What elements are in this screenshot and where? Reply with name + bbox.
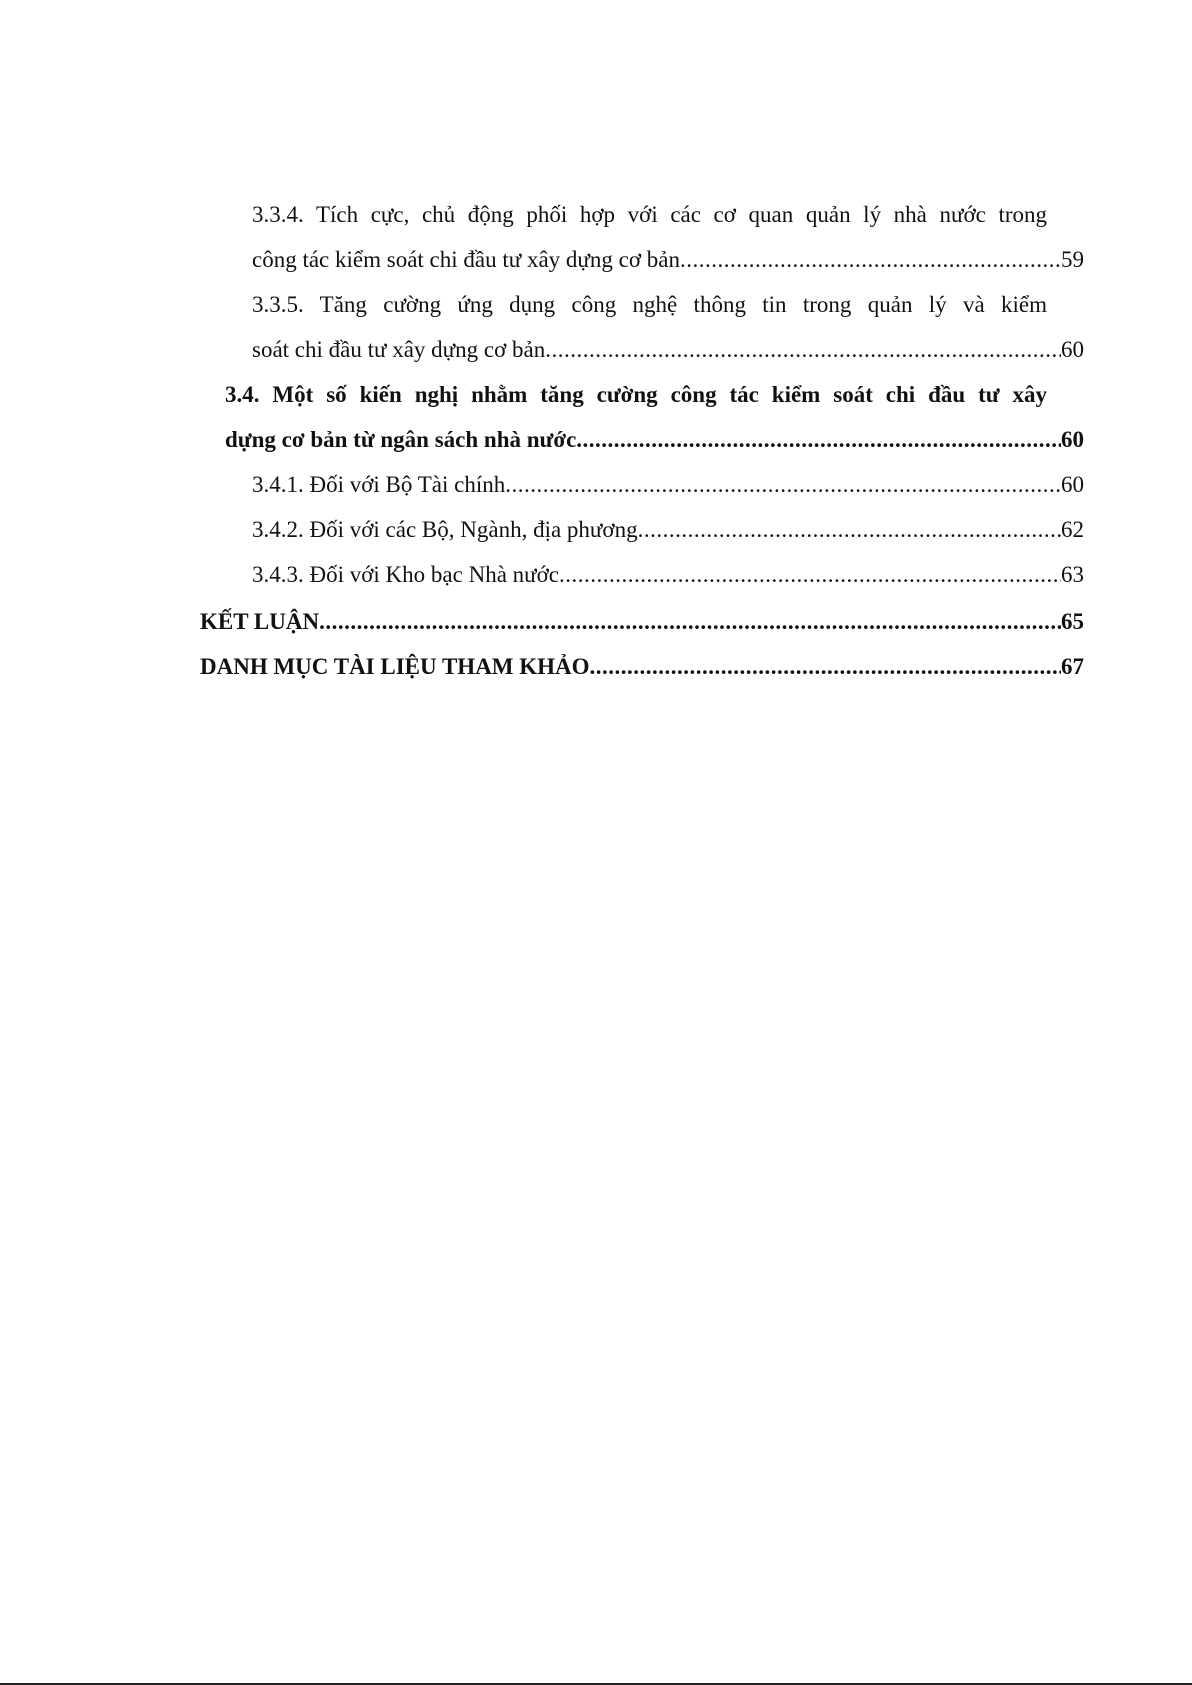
toc-entry-title: KẾT LUẬN xyxy=(200,609,320,634)
toc-entry-3-4-3[interactable] xyxy=(252,560,1084,590)
toc-page-number: 65 xyxy=(1061,609,1084,634)
toc-page-number: 62 xyxy=(1061,517,1084,542)
toc-entry-title: 3.4.1. Đối với Bộ Tài chính xyxy=(252,472,506,497)
toc-entry-3-3-4-line1[interactable]: 3.3.4. Tích cực, chủ động phối hợp với các cơ quan quản lý nhà nước trong xyxy=(252,202,1047,227)
leader-dots xyxy=(545,335,1061,365)
toc-entry-references[interactable] xyxy=(200,652,1084,682)
toc-entry-title: soát chi đầu tư xây dựng cơ bản xyxy=(252,337,546,362)
toc-entry-3-3-5[interactable] xyxy=(252,335,1084,365)
leader-dots xyxy=(559,560,1061,590)
leader-dots xyxy=(505,470,1061,500)
toc-entry-title: công tác kiểm soát chi đầu tư xây dựng cơ bản xyxy=(252,247,680,272)
toc-page-number: 63 xyxy=(1061,562,1084,587)
leader-dots xyxy=(680,245,1061,275)
leader-dots xyxy=(590,652,1061,682)
toc-entry-title: dựng cơ bản từ ngân sách nhà nước xyxy=(225,427,577,452)
toc-entry-title: 3.4.3. Đối với Kho bạc Nhà nước xyxy=(252,562,559,587)
toc-entry-title: DANH MỤC TÀI LIỆU THAM KHẢO xyxy=(200,654,590,679)
toc-entry-3-4-2[interactable] xyxy=(252,515,1084,545)
toc-entry-title: 3.4.2. Đối với các Bộ, Ngành, địa phương xyxy=(252,517,638,542)
toc-entry-ket-luan[interactable] xyxy=(200,607,1084,637)
toc-page-number: 60 xyxy=(1061,337,1084,362)
toc-entry-3-3-4[interactable] xyxy=(252,245,1084,275)
toc-page-number: 59 xyxy=(1061,247,1084,272)
leader-dots xyxy=(319,607,1061,637)
toc-entry-3-4-line1[interactable]: 3.4. Một số kiến nghị nhằm tăng cường công tác kiểm soát chi đầu tư xây xyxy=(225,382,1047,407)
toc-page-number: 60 xyxy=(1061,427,1084,452)
toc-entry-3-4-1[interactable] xyxy=(252,470,1084,500)
leader-dots xyxy=(576,425,1061,455)
toc-entry-3-4[interactable] xyxy=(225,425,1084,455)
toc-entry-3-3-5-line1[interactable]: 3.3.5. Tăng cường ứng dụng công nghệ thông tin trong quản lý và kiểm xyxy=(252,292,1047,317)
leader-dots xyxy=(638,515,1061,545)
toc-page-number: 67 xyxy=(1061,654,1084,679)
toc-page-number: 60 xyxy=(1061,472,1084,497)
